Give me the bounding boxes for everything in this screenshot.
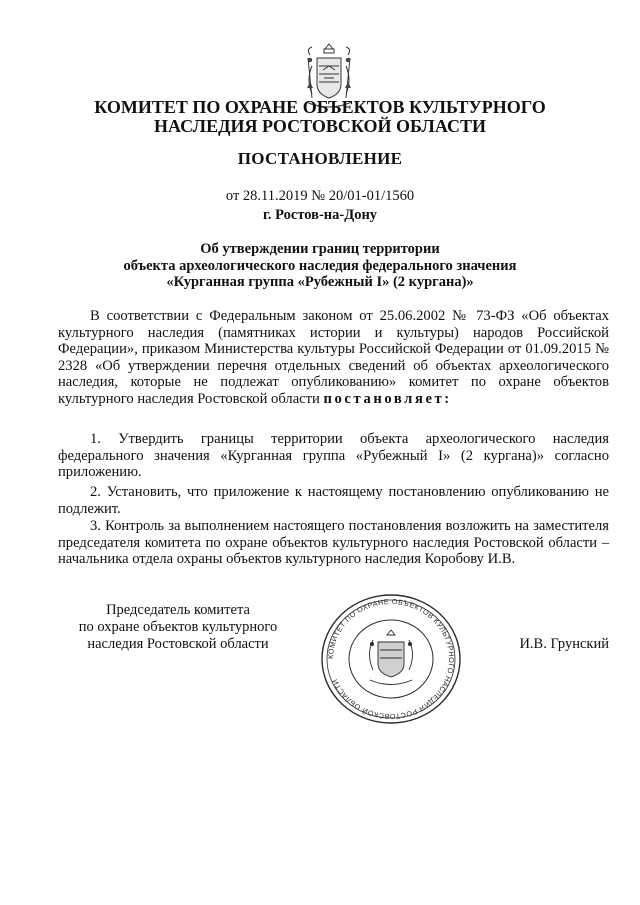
- signer-title-line1: Председатель комитета: [106, 602, 250, 618]
- signer-title: [58, 602, 298, 653]
- seal-text: КОМИТЕТ ПО ОХРАНЕ ОБЪЕКТОВ КУЛЬТУРНОГО НАСЛЕДИЯ РОСТОВСКОЙ ОБЛАСТИ: [325, 596, 457, 722]
- document-date-number: от 28.11.2019 № 20/01-01/1560: [225, 188, 415, 204]
- organization-name-line1: КОМИТЕТ ПО ОХРАНЕ ОБЪЕКТОВ КУЛЬТУРНОГО: [94, 97, 546, 117]
- decree-word: постановляет:: [323, 390, 452, 407]
- signer-name: И.В. Грунский: [519, 636, 609, 652]
- document-subject: [0, 241, 640, 291]
- item-2-paragraph: 2. Установить, что приложение к настоящему постановлению опубликованию не подлежит.: [58, 484, 609, 517]
- item-1-paragraph: 1. Утвердить границы территории объекта археологического наследия федерального значения «Курганная группа «Рубежный I» (2 кургана)» согласно приложению.: [58, 431, 609, 480]
- item-3-paragraph: 3. Контроль за выполнением настоящего постановления возложить на заместителя председателя комитета по охране объектов культурного наследия Ростовской области – начальника отдела охраны объектов культурного наследия Коробову И.В.: [58, 518, 609, 567]
- preamble-text: В соответствии с Федеральным законом от 25.06.2002 № 73-ФЗ «Об объектах культурного наследия (памятниках истории и культуры) народов Российской Федерации», приказом Министерства культуры Российской Федерации от 01.09.2015 № 2328 «Об утверждении перечня отдельных сведений об объектах археологического наследия, которые не подлежат опубликованию» комитет по охране объектов культурного наследия Ростовской области: [58, 308, 609, 407]
- document-city: г. Ростов-на-Дону: [262, 207, 378, 223]
- subject-line3: «Курганная группа «Рубежный I» (2 кургана)»: [166, 274, 474, 291]
- official-seal-stamp: [318, 592, 464, 726]
- document-type: ПОСТАНОВЛЕНИЕ: [237, 149, 403, 168]
- preamble-paragraph: [58, 308, 609, 407]
- subject-line2: объекта археологического наследия федерального значения: [123, 257, 517, 274]
- signer-title-line3: наследия Ростовской области: [87, 636, 269, 652]
- subject-line1: Об утверждении границ территории: [200, 241, 440, 257]
- organization-name-line2: НАСЛЕДИЯ РОСТОВСКОЙ ОБЛАСТИ: [154, 116, 486, 136]
- organization-name: [0, 98, 640, 136]
- signer-title-line2: по охране объектов культурного: [78, 619, 278, 635]
